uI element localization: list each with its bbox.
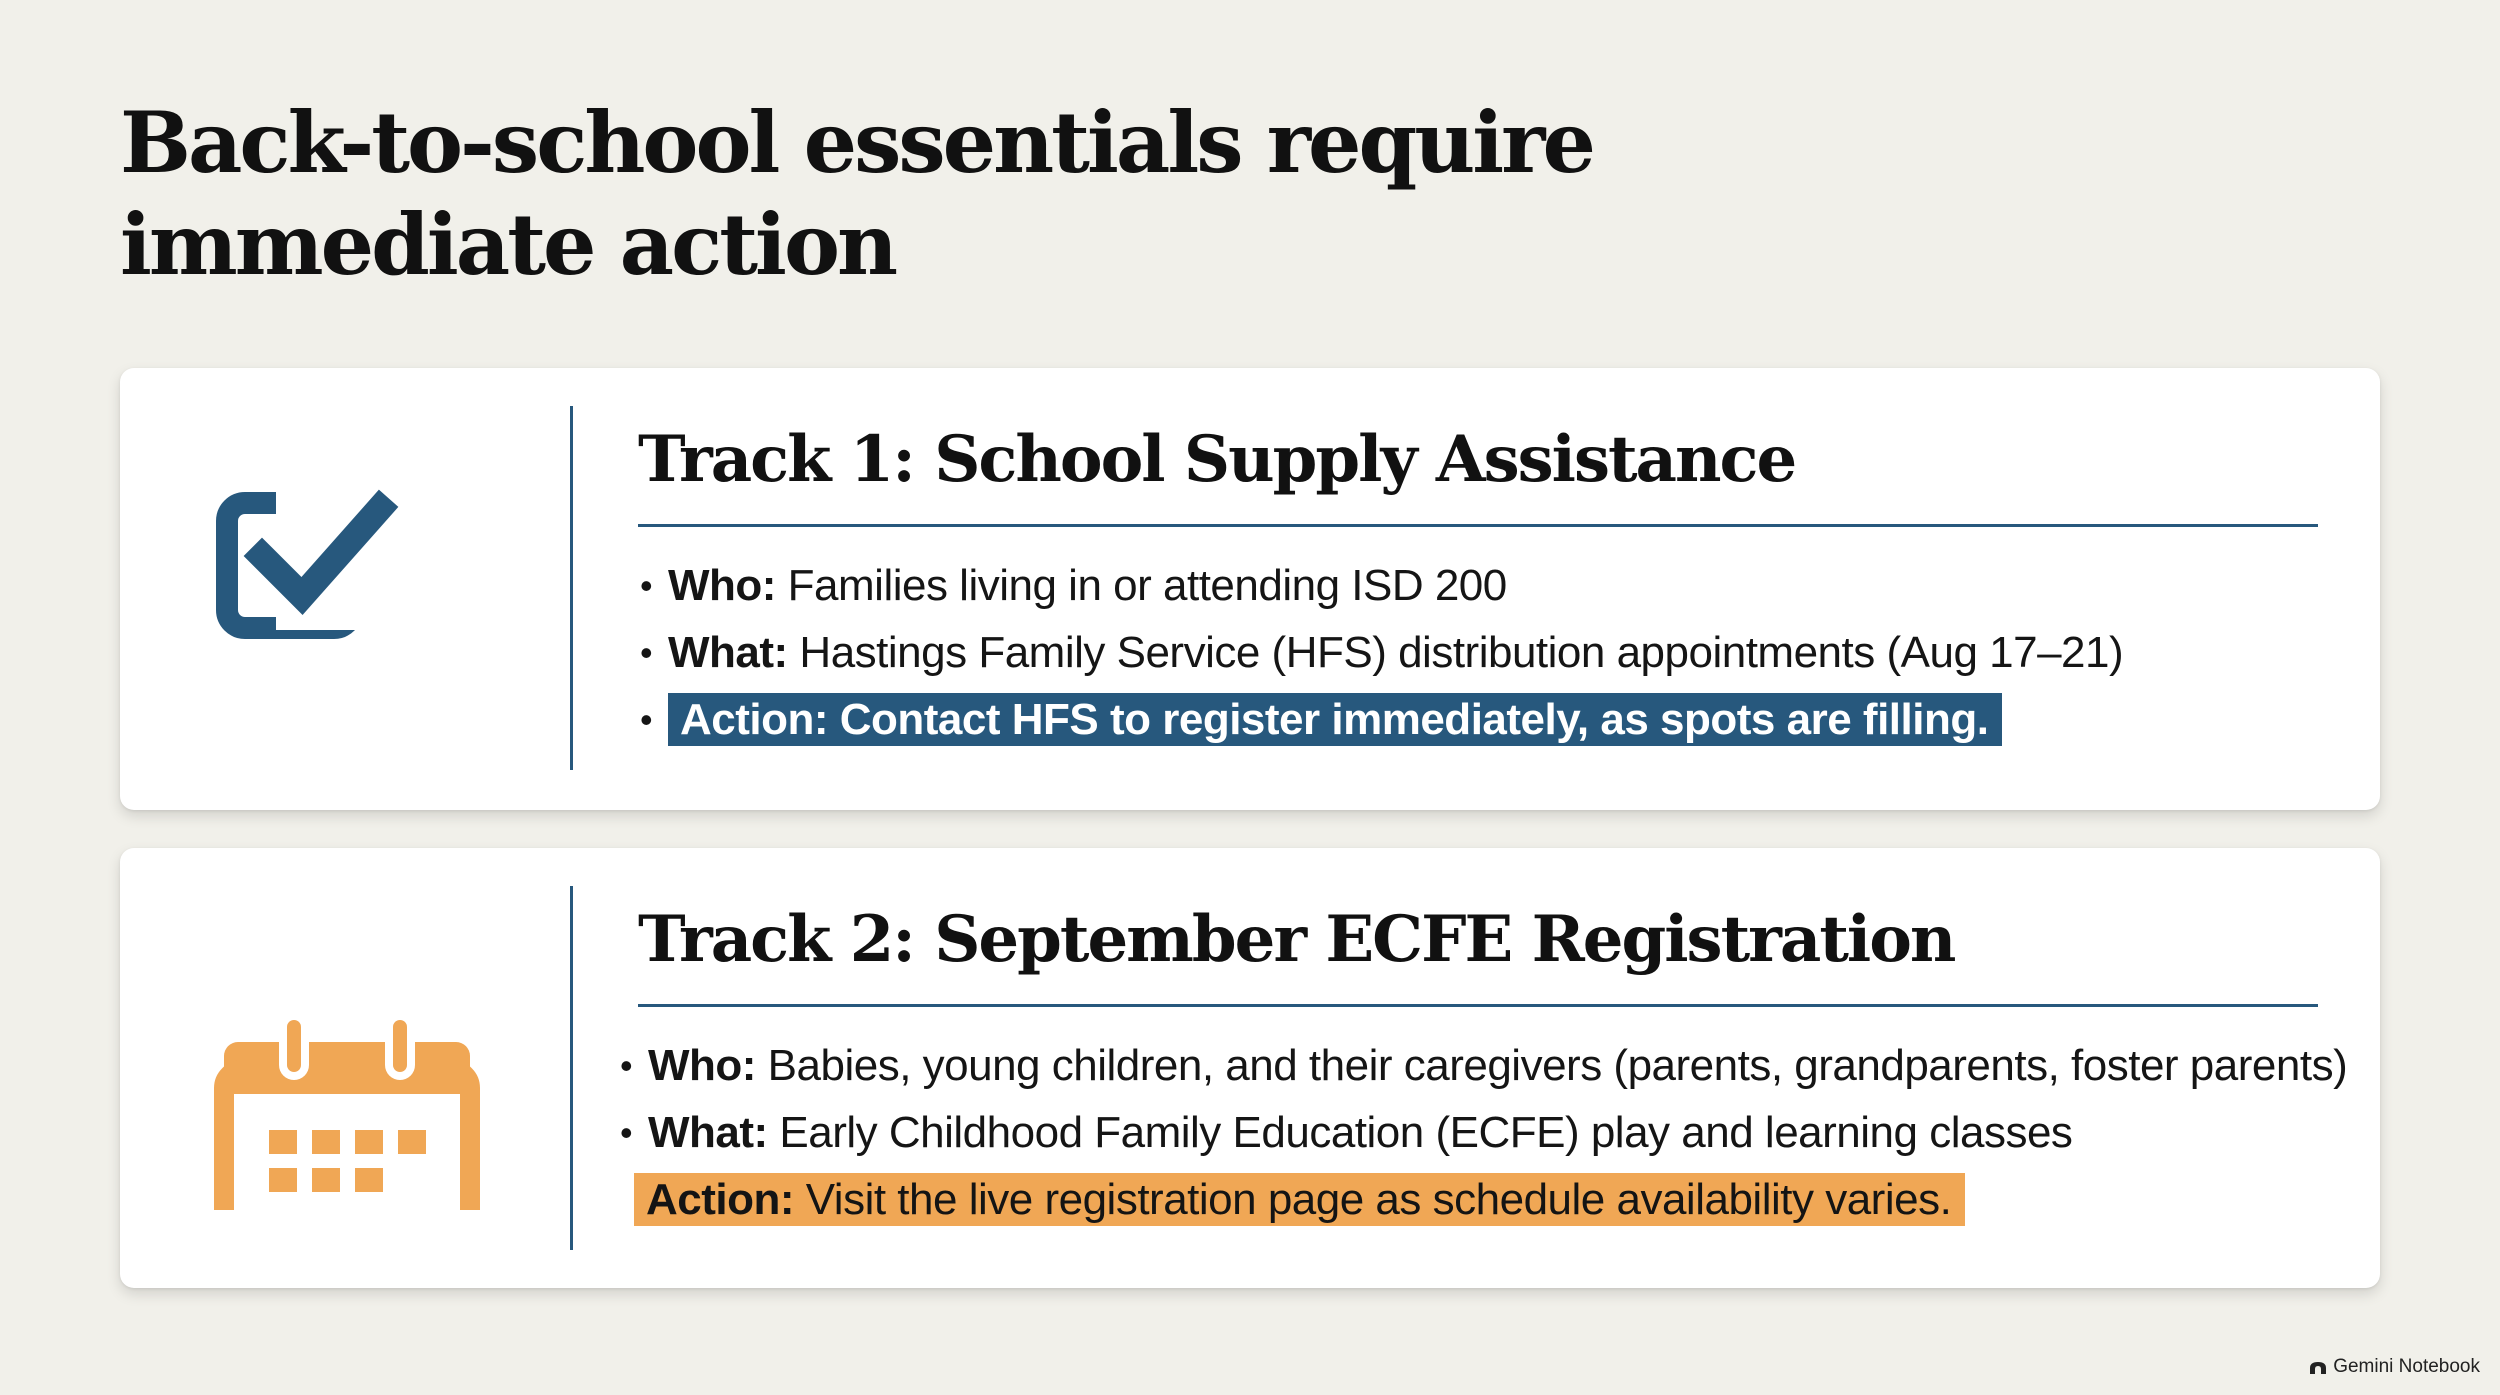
bullet-dot: • [640, 565, 653, 606]
track-1-who-label: Who: [668, 561, 776, 610]
checkbox-icon [200, 450, 480, 730]
track-2-who-label: Who: [648, 1041, 756, 1090]
track-1-bullets [640, 552, 2123, 753]
track-1-what-item [640, 619, 2123, 686]
track-2-heading: Track 2: September ECFE Registration [638, 902, 1955, 977]
track-2-who-text: Babies, young children, and their caregivers (parents, grandparents, foster parents) [755, 1041, 2348, 1090]
bullet-dot: • [620, 1045, 633, 1086]
calendar-icon [200, 930, 480, 1210]
track-2-what-label: What: [648, 1108, 768, 1157]
track-2-what-text: Early Childhood Family Education (ECFE) play and learning classes [767, 1108, 2073, 1157]
track-2-rule [638, 1004, 2318, 1007]
track-2-divider [570, 886, 573, 1250]
brand-label: Gemini Notebook [2333, 1356, 2480, 1377]
track-2-action-text: Visit the live registration page as schedule availability varies. [794, 1175, 1952, 1224]
track-2-card [120, 848, 2380, 1288]
page-title: Back-to-school essentials require immediate action [120, 93, 1593, 294]
track-1-what-label: What: [668, 628, 788, 677]
track-2-action-label: Action: [646, 1175, 795, 1224]
notebook-logo-icon [2309, 1361, 2327, 1375]
bullet-dot: • [640, 699, 653, 740]
track-2-action-item [620, 1166, 2347, 1233]
track-1-action-item [640, 686, 2123, 753]
track-1-card [120, 368, 2380, 810]
track-1-who-text: Families living in or attending ISD 200 [775, 561, 1507, 610]
track-1-divider [570, 406, 573, 770]
bullet-dot: • [620, 1112, 633, 1153]
track-1-heading: Track 1: School Supply Assistance [638, 422, 1796, 497]
track-2-action-highlight [634, 1173, 1965, 1226]
track-2-who-item [620, 1032, 2347, 1099]
track-2-what-item [620, 1099, 2347, 1166]
track-2-bullets [620, 1032, 2347, 1233]
track-1-what-text: Hastings Family Service (HFS) distribution appointments (Aug 17–21) [787, 628, 2124, 677]
track-1-action-highlight: Action: Contact HFS to register immediately, as spots are filling. [668, 693, 2002, 746]
track-1-who-item [640, 552, 2123, 619]
brand-watermark [2309, 1356, 2480, 1378]
track-1-rule [638, 524, 2318, 527]
bullet-dot: • [640, 632, 653, 673]
